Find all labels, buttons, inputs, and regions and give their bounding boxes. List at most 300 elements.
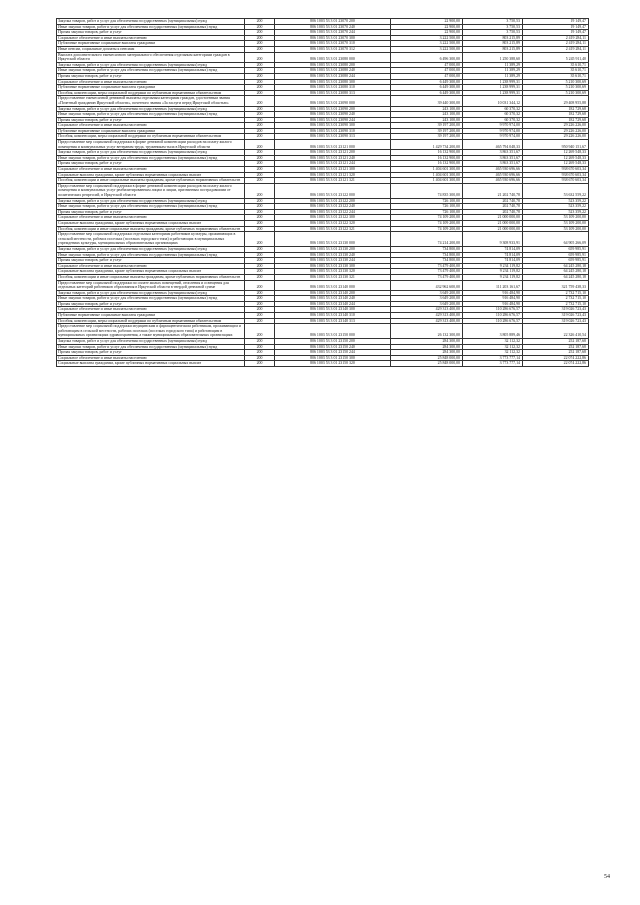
cell-executed-amount: 10 031 344,12	[463, 96, 523, 106]
table-row	[57, 361, 589, 367]
cell-line-code: 200	[245, 134, 275, 140]
cell-line-code: 200	[245, 106, 275, 112]
cell-approved-amount: 26 132 300,00	[391, 324, 463, 339]
cell-description: Социальное обеспечение и иные выплаты населению	[57, 79, 245, 85]
cell-remaining-amount: 53 632 559,22	[523, 183, 589, 198]
cell-description: Закупка товаров, работ и услуг для обеспечения государственных (муниципальных) нужд	[57, 19, 245, 25]
cell-executed-amount: 465 930 696,66	[463, 178, 523, 184]
cell-executed-amount: 32 112,32	[463, 350, 523, 356]
cell-remaining-amount: 252 187,68	[523, 339, 589, 345]
cell-description: Иные закупки товаров, работ и услуг для обеспечения государственных (муниципальных) нужд	[57, 155, 245, 161]
cell-classification-code: 806 1003 53 3 01 23121 300	[275, 167, 391, 173]
cell-executed-amount: 465 794 048,33	[463, 140, 523, 150]
cell-classification-code: 806 1003 53 3 01 23150 244	[275, 350, 391, 356]
cell-remaining-amount: 53 109 200,00	[523, 215, 589, 221]
cell-description: Социальное обеспечение и иные выплаты населению	[57, 167, 245, 173]
cell-remaining-amount: 321 759 438,33	[523, 280, 589, 290]
cell-remaining-amount: 35 610,71	[523, 62, 589, 68]
cell-line-code: 200	[245, 52, 275, 62]
cell-remaining-amount: 252 187,68	[523, 344, 589, 350]
cell-line-code: 200	[245, 172, 275, 178]
cell-line-code: 200	[245, 344, 275, 350]
cell-executed-amount: 9 970 974,00	[463, 134, 523, 140]
cell-executed-amount: 60 370,32	[463, 106, 523, 112]
table-row	[57, 252, 589, 258]
cell-approved-amount: 3 222 500,00	[391, 41, 463, 47]
cell-classification-code: 806 1003 53 3 01 23130 000	[275, 232, 391, 247]
cell-classification-code: 806 1003 53 3 01 23122 244	[275, 209, 391, 215]
cell-classification-code: 806 1003 53 3 01 23140 313	[275, 318, 391, 324]
cell-classification-code: 806 1003 53 3 01 23140 240	[275, 296, 391, 302]
cell-classification-code: 806 1003 53 3 01 23121 320	[275, 172, 391, 178]
cell-remaining-amount: 29 226 226,00	[523, 123, 589, 129]
cell-executed-amount: 3 805 889,46	[463, 324, 523, 339]
cell-line-code: 200	[245, 79, 275, 85]
table-row	[57, 90, 589, 96]
table-row	[57, 178, 589, 184]
cell-description: Социальное обеспечение и иные выплаты населению	[57, 263, 245, 269]
cell-remaining-amount: 12 269 548,33	[523, 155, 589, 161]
table-row	[57, 52, 589, 62]
cell-description: Иные закупки товаров, работ и услуг для обеспечения государственных (муниципальных) нужд	[57, 344, 245, 350]
cell-description: Иные закупки товаров, работ и услуг для обеспечения государственных (муниципальных) нужд	[57, 204, 245, 210]
cell-line-code: 200	[245, 30, 275, 36]
cell-remaining-amount: 5 210 300,69	[523, 90, 589, 96]
cell-description: Социальное обеспечение и иные выплаты населению	[57, 35, 245, 41]
cell-classification-code: 806 1003 53 3 01 23122 321	[275, 226, 391, 232]
cell-approved-amount: 74 109 200,00	[391, 215, 463, 221]
cell-remaining-amount: 319 026 723,43	[523, 313, 589, 319]
cell-remaining-amount: 950 940 151,67	[523, 140, 589, 150]
table-row	[57, 112, 589, 118]
cell-approved-amount: 22 900,00	[391, 30, 463, 36]
cell-description: Закупка товаров, работ и услуг для обеспечения государственных (муниципальных) нужд	[57, 290, 245, 296]
cell-remaining-amount: 523 359,22	[523, 204, 589, 210]
cell-executed-amount: 3 750,53	[463, 19, 523, 25]
cell-classification-code: 806 1003 53 3 01 23080 313	[275, 90, 391, 96]
cell-description: Социальное обеспечение и иные выплаты населению	[57, 307, 245, 313]
cell-approved-amount: 6 449 300,00	[391, 90, 463, 96]
cell-description: Прочая закупка товаров, работ и услуг	[57, 258, 245, 264]
cell-line-code: 200	[245, 96, 275, 106]
cell-approved-amount: 74 109 200,00	[391, 220, 463, 226]
cell-remaining-amount: 64 245 280,18	[523, 269, 589, 275]
cell-line-code: 200	[245, 24, 275, 30]
cell-classification-code: 806 1003 53 3 01 23130 244	[275, 258, 391, 264]
cell-approved-amount: 284 300,00	[391, 350, 463, 356]
cell-remaining-amount: 659 985,91	[523, 252, 589, 258]
table-row	[57, 150, 589, 156]
cell-description: Социальные выплаты гражданам, кроме публичных нормативных социальных выплат	[57, 172, 245, 178]
cell-approved-amount: 39 197 200,00	[391, 123, 463, 129]
cell-description: Социальное обеспечение и иные выплаты населению	[57, 215, 245, 221]
cell-approved-amount: 6 449 300,00	[391, 85, 463, 91]
cell-classification-code: 806 1003 53 3 01 23090 200	[275, 106, 391, 112]
cell-description: Предоставление мер социальной поддержки медицинским и фармацевтическим работникам, проживающим и работающим в сельской местности, рабочих поселках (поселках городского типа) и работающим в муниципальных организациях здравоохранения, а также муниципальных образовательных организациях	[57, 324, 245, 339]
cell-description: Пособия, компенсации, меры социальной поддержки по публичным нормативным обязательствам	[57, 134, 245, 140]
cell-line-code: 200	[245, 350, 275, 356]
cell-approved-amount: 243 100,00	[391, 112, 463, 118]
cell-classification-code: 806 1003 53 3 01 23150 240	[275, 344, 391, 350]
cell-line-code: 200	[245, 123, 275, 129]
table-row	[57, 339, 589, 345]
cell-line-code: 200	[245, 117, 275, 123]
cell-classification-code: 806 1003 53 3 01 23080 300	[275, 79, 391, 85]
cell-description: Иные закупки товаров, работ и услуг для обеспечения государственных (муниципальных) нужд	[57, 112, 245, 118]
cell-description: Предоставление мер социальной поддержки в форме денежной компенсации расходов на оплату жилого помещения и коммунальных услуг реабилитированным лицам и лицам, признанным пострадавшими от политических репрессий, в Иркутской области	[57, 183, 245, 198]
cell-description: Предоставление мер социальной поддержки в форме денежной компенсации расходов на оплату жилого помещения и коммунальных услуг ветеранам труда, труженикам тыла в Иркутской области	[57, 140, 245, 150]
cell-classification-code: 806 1003 53 3 01 23140 300	[275, 307, 391, 313]
cell-description: Прочая закупка товаров, работ и услуг	[57, 30, 245, 36]
cell-executed-amount: 11 389,29	[463, 73, 523, 79]
cell-remaining-amount: 19 149,47	[523, 24, 589, 30]
cell-remaining-amount: 523 359,22	[523, 209, 589, 215]
cell-line-code: 200	[245, 140, 275, 150]
cell-remaining-amount: 12 269 548,33	[523, 150, 589, 156]
budget-execution-table-container	[56, 18, 588, 367]
cell-approved-amount: 429 313 400,00	[391, 307, 463, 313]
cell-classification-code: 806 1003 53 3 01 23070 240	[275, 24, 391, 30]
cell-classification-code: 806 1003 53 3 01 23150 000	[275, 324, 391, 339]
cell-remaining-amount: 2 419 284,11	[523, 46, 589, 52]
cell-description: Пособия, компенсации, меры социальной поддержки по публичным нормативным обязательствам	[57, 90, 245, 96]
cell-description: Иные закупки товаров, работ и услуг для обеспечения государственных (муниципальных) нужд	[57, 252, 245, 258]
cell-description: Социальное обеспечение и иные выплаты населению	[57, 355, 245, 361]
cell-line-code: 200	[245, 46, 275, 52]
cell-classification-code: 806 1003 53 3 01 23130 240	[275, 252, 391, 258]
table-row	[57, 24, 589, 30]
table-row	[57, 35, 589, 41]
cell-line-code: 200	[245, 35, 275, 41]
cell-classification-code: 806 1003 53 3 01 23090 244	[275, 117, 391, 123]
cell-executed-amount: 9 308 933,91	[463, 232, 523, 247]
table-row	[57, 41, 589, 47]
cell-executed-amount: 916 484,90	[463, 290, 523, 296]
table-row	[57, 128, 589, 134]
table-row	[57, 123, 589, 129]
cell-line-code: 200	[245, 209, 275, 215]
cell-executed-amount: 1 238 999,31	[463, 90, 523, 96]
cell-description: Закупка товаров, работ и услуг для обеспечения государственных (муниципальных) нужд	[57, 198, 245, 204]
cell-classification-code: 806 1003 53 3 01 23140 200	[275, 290, 391, 296]
cell-line-code: 200	[245, 90, 275, 96]
cell-line-code: 200	[245, 339, 275, 345]
cell-remaining-amount: 938 670 603,34	[523, 167, 589, 173]
cell-remaining-amount: 29 226 226,00	[523, 134, 589, 140]
cell-description: Закупка товаров, работ и услуг для обеспечения государственных (муниципальных) нужд	[57, 106, 245, 112]
cell-line-code: 200	[245, 161, 275, 167]
cell-executed-amount: 803 215,89	[463, 41, 523, 47]
table-row	[57, 198, 589, 204]
cell-approved-amount: 74 835 300,00	[391, 183, 463, 198]
cell-approved-amount: 734 800,00	[391, 252, 463, 258]
cell-line-code: 200	[245, 355, 275, 361]
cell-line-code: 200	[245, 198, 275, 204]
cell-remaining-amount: 182 729,68	[523, 106, 589, 112]
table-row	[57, 246, 589, 252]
table-row	[57, 274, 589, 280]
cell-description: Иные закупки товаров, работ и услуг для обеспечения государственных (муниципальных) нужд	[57, 24, 245, 30]
cell-approved-amount: 3 649 200,00	[391, 296, 463, 302]
cell-executed-amount: 32 112,32	[463, 339, 523, 345]
cell-classification-code: 806 1003 53 3 01 23090 240	[275, 112, 391, 118]
cell-remaining-amount: 252 187,68	[523, 350, 589, 356]
cell-description: Прочая закупка товаров, работ и услуг	[57, 117, 245, 123]
cell-remaining-amount: 64 245 280,18	[523, 274, 589, 280]
cell-classification-code: 806 1003 53 3 01 23140 244	[275, 301, 391, 307]
cell-line-code: 200	[245, 178, 275, 184]
cell-approved-amount: 726 100,00	[391, 198, 463, 204]
cell-approved-amount: 73 479 400,00	[391, 263, 463, 269]
table-body	[57, 19, 589, 367]
cell-line-code: 200	[245, 318, 275, 324]
cell-line-code: 200	[245, 232, 275, 247]
cell-classification-code: 806 1003 53 3 01 23122 200	[275, 198, 391, 204]
cell-classification-code: 806 1003 53 3 01 23070 244	[275, 30, 391, 36]
cell-executed-amount: 3 863 351,67	[463, 150, 523, 156]
cell-approved-amount: 734 800,00	[391, 258, 463, 264]
table-row	[57, 263, 589, 269]
cell-approved-amount: 1 429 734 200,00	[391, 140, 463, 150]
cell-remaining-amount: 2 732 715,10	[523, 301, 589, 307]
cell-line-code: 200	[245, 155, 275, 161]
cell-description: Прочая закупка товаров, работ и услуг	[57, 350, 245, 356]
cell-remaining-amount: 64 245 280,18	[523, 263, 589, 269]
cell-remaining-amount: 182 729,68	[523, 112, 589, 118]
table-row	[57, 344, 589, 350]
cell-executed-amount: 21 000 000,00	[463, 220, 523, 226]
cell-executed-amount: 916 484,90	[463, 296, 523, 302]
cell-description: Предоставление ежемесячной денежной выплаты отдельным категориям граждан, удостоенным звания «Почетный гражданин Иркутской области», почетного звания «За заслуги перед Иркутской областью»	[57, 96, 245, 106]
cell-executed-amount: 3 773 777,14	[463, 355, 523, 361]
cell-description: Закупка товаров, работ и услуг для обеспечения государственных (муниципальных) нужд	[57, 339, 245, 345]
cell-line-code: 200	[245, 183, 275, 198]
cell-approved-amount: 74 214 200,00	[391, 232, 463, 247]
cell-remaining-amount: 12 269 548,33	[523, 161, 589, 167]
cell-description: Публичные нормативные социальные выплаты гражданам	[57, 313, 245, 319]
cell-classification-code: 806 1003 53 3 01 23080 200	[275, 62, 391, 68]
table-row	[57, 167, 589, 173]
table-row	[57, 220, 589, 226]
cell-remaining-amount: 22 074 222,86	[523, 361, 589, 367]
cell-classification-code: 806 1003 53 3 01 23140 310	[275, 313, 391, 319]
cell-classification-code: 806 1003 53 3 01 23130 320	[275, 269, 391, 275]
cell-classification-code: 806 1003 53 3 01 23121 200	[275, 150, 391, 156]
cell-executed-amount: 202 740,78	[463, 209, 523, 215]
cell-executed-amount: 60 370,32	[463, 112, 523, 118]
table-row	[57, 324, 589, 339]
cell-line-code: 200	[245, 269, 275, 275]
cell-line-code: 200	[245, 226, 275, 232]
cell-approved-amount: 3 649 200,00	[391, 290, 463, 296]
cell-executed-amount: 11 389,29	[463, 68, 523, 74]
cell-line-code: 200	[245, 73, 275, 79]
cell-approved-amount: 726 100,00	[391, 209, 463, 215]
cell-executed-amount: 110 286 676,57	[463, 313, 523, 319]
cell-approved-amount: 74 109 200,00	[391, 226, 463, 232]
cell-approved-amount: 243 100,00	[391, 106, 463, 112]
table-row	[57, 296, 589, 302]
table-row	[57, 232, 589, 247]
cell-approved-amount: 25 848 000,00	[391, 361, 463, 367]
cell-approved-amount: 6 449 300,00	[391, 79, 463, 85]
cell-description: Закупка товаров, работ и услуг для обеспечения государственных (муниципальных) нужд	[57, 246, 245, 252]
cell-remaining-amount: 35 610,71	[523, 68, 589, 74]
cell-approved-amount: 73 479 400,00	[391, 274, 463, 280]
cell-remaining-amount: 938 670 603,34	[523, 172, 589, 178]
cell-classification-code: 806 1003 53 3 01 23070 200	[275, 19, 391, 25]
cell-description: Публичные нормативные социальные выплаты гражданам	[57, 85, 245, 91]
cell-executed-amount: 74 814,09	[463, 258, 523, 264]
cell-executed-amount: 1 238 999,31	[463, 79, 523, 85]
cell-classification-code: 806 1003 53 3 01 23090 000	[275, 96, 391, 106]
cell-approved-amount: 16 132 900,00	[391, 161, 463, 167]
cell-line-code: 200	[245, 313, 275, 319]
cell-executed-amount: 110 286 676,57	[463, 307, 523, 313]
cell-line-code: 200	[245, 290, 275, 296]
cell-remaining-amount: 29 226 226,00	[523, 128, 589, 134]
cell-classification-code: 806 1003 53 3 01 23080 244	[275, 73, 391, 79]
cell-line-code: 200	[245, 68, 275, 74]
cell-remaining-amount: 659 985,91	[523, 258, 589, 264]
cell-classification-code: 806 1003 53 3 01 23150 320	[275, 361, 391, 367]
cell-approved-amount: 16 132 900,00	[391, 155, 463, 161]
cell-executed-amount: 1 250 388,60	[463, 52, 523, 62]
cell-executed-amount: 21 202 740,78	[463, 183, 523, 198]
cell-classification-code: 806 1003 53 3 01 23070 310	[275, 41, 391, 47]
cell-approved-amount: 73 479 400,00	[391, 269, 463, 275]
cell-remaining-amount: 19 149,47	[523, 30, 589, 36]
cell-description: Предоставление мер социальной поддержки по оплате жилых помещений, отопления и освещения для отдельных категорий работников образования в Иркутской области в твердой денежной сумме	[57, 280, 245, 290]
cell-line-code: 200	[245, 246, 275, 252]
cell-classification-code: 806 1003 53 3 01 23080 000	[275, 52, 391, 62]
cell-classification-code: 806 1003 53 3 01 23130 321	[275, 274, 391, 280]
cell-executed-amount: 110 286 676,57	[463, 318, 523, 324]
cell-executed-amount: 465 930 696,66	[463, 167, 523, 173]
cell-classification-code: 806 1003 53 3 01 23140 000	[275, 280, 391, 290]
table-row	[57, 280, 589, 290]
cell-approved-amount: 1 404 601 300,00	[391, 178, 463, 184]
cell-classification-code: 806 1003 53 3 01 23070 300	[275, 35, 391, 41]
table-row	[57, 183, 589, 198]
cell-remaining-amount: 2 419 284,11	[523, 35, 589, 41]
table-row	[57, 313, 589, 319]
cell-executed-amount: 916 484,90	[463, 301, 523, 307]
cell-executed-amount: 60 370,32	[463, 117, 523, 123]
cell-classification-code: 806 1003 53 3 01 23122 300	[275, 215, 391, 221]
cell-remaining-amount: 22 074 222,86	[523, 355, 589, 361]
cell-description: Иные закупки товаров, работ и услуг для обеспечения государственных (муниципальных) нужд	[57, 68, 245, 74]
cell-executed-amount: 3 750,53	[463, 24, 523, 30]
cell-approved-amount: 39 197 200,00	[391, 128, 463, 134]
cell-line-code: 200	[245, 274, 275, 280]
cell-line-code: 200	[245, 252, 275, 258]
cell-executed-amount: 9 970 974,00	[463, 128, 523, 134]
cell-description: Социальные выплаты гражданам, кроме публичных нормативных социальных выплат	[57, 220, 245, 226]
cell-description: Выплата дополнительного ежемесячного материального обеспечения отдельным категориям граждан в Иркутской области	[57, 52, 245, 62]
table-row	[57, 318, 589, 324]
cell-approved-amount: 47 000,00	[391, 62, 463, 68]
cell-line-code: 200	[245, 112, 275, 118]
cell-approved-amount: 25 848 000,00	[391, 355, 463, 361]
cell-remaining-amount: 5 210 300,69	[523, 85, 589, 91]
cell-executed-amount: 9 970 974,00	[463, 123, 523, 129]
cell-description: Прочая закупка товаров, работ и услуг	[57, 301, 245, 307]
cell-description: Пособия, компенсации и иные социальные выплаты гражданам, кроме публичных нормативных обязательств	[57, 226, 245, 232]
table-row	[57, 134, 589, 140]
cell-remaining-amount: 19 149,47	[523, 19, 589, 25]
cell-line-code: 200	[245, 150, 275, 156]
cell-remaining-amount: 319 026 723,43	[523, 307, 589, 313]
cell-remaining-amount: 523 359,22	[523, 198, 589, 204]
table-row	[57, 85, 589, 91]
cell-classification-code: 806 1003 53 3 01 23122 240	[275, 204, 391, 210]
table-row	[57, 68, 589, 74]
cell-approved-amount: 284 300,00	[391, 339, 463, 345]
cell-executed-amount: 9 234 119,82	[463, 269, 523, 275]
cell-remaining-amount: 22 326 410,54	[523, 324, 589, 339]
cell-approved-amount: 47 000,00	[391, 68, 463, 74]
cell-approved-amount: 39 197 200,00	[391, 134, 463, 140]
cell-remaining-amount: 659 985,91	[523, 246, 589, 252]
cell-classification-code: 806 1003 53 3 01 23130 300	[275, 263, 391, 269]
cell-description: Иные пенсии, социальные доплаты к пенсиям	[57, 46, 245, 52]
cell-classification-code: 806 1003 53 3 01 23121 240	[275, 155, 391, 161]
cell-line-code: 200	[245, 19, 275, 25]
cell-approved-amount: 22 900,00	[391, 24, 463, 30]
table-row	[57, 62, 589, 68]
cell-approved-amount: 3 222 500,00	[391, 35, 463, 41]
cell-description: Прочая закупка товаров, работ и услуг	[57, 161, 245, 167]
cell-remaining-amount: 64 905 266,09	[523, 232, 589, 247]
cell-remaining-amount: 35 610,71	[523, 73, 589, 79]
cell-executed-amount: 803 215,89	[463, 35, 523, 41]
cell-remaining-amount: 5 210 300,69	[523, 79, 589, 85]
cell-line-code: 200	[245, 167, 275, 173]
cell-executed-amount: 3 773 777,14	[463, 361, 523, 367]
cell-description: Пособия, компенсации, меры социальной поддержки по публичным нормативным обязательствам	[57, 318, 245, 324]
cell-classification-code: 806 1003 53 3 01 23080 310	[275, 85, 391, 91]
cell-executed-amount: 74 814,09	[463, 252, 523, 258]
table-row	[57, 106, 589, 112]
page-number: 54	[604, 874, 610, 880]
cell-approved-amount: 3 222 500,00	[391, 46, 463, 52]
cell-line-code: 200	[245, 258, 275, 264]
cell-approved-amount: 16 132 900,00	[391, 150, 463, 156]
cell-classification-code: 806 1003 53 3 01 23121 244	[275, 161, 391, 167]
cell-description: Иные закупки товаров, работ и услуг для обеспечения государственных (муниципальных) нужд	[57, 296, 245, 302]
cell-classification-code: 806 1003 53 3 01 23150 200	[275, 339, 391, 345]
cell-executed-amount: 111 203 161,67	[463, 280, 523, 290]
cell-classification-code: 806 1003 53 3 01 23090 300	[275, 123, 391, 129]
cell-classification-code: 806 1003 53 3 01 23070 312	[275, 46, 391, 52]
cell-classification-code: 806 1003 53 3 01 23122 320	[275, 220, 391, 226]
cell-description: Публичные нормативные социальные выплаты гражданам	[57, 41, 245, 47]
cell-remaining-amount: 29 408 955,88	[523, 96, 589, 106]
cell-executed-amount: 465 930 696,66	[463, 172, 523, 178]
cell-executed-amount: 3 863 351,67	[463, 155, 523, 161]
cell-remaining-amount: 5 245 911,40	[523, 52, 589, 62]
table-row	[57, 79, 589, 85]
cell-classification-code: 806 1003 53 3 01 23090 313	[275, 134, 391, 140]
cell-description: Социальные выплаты гражданам, кроме публичных нормативных социальных выплат	[57, 269, 245, 275]
table-row	[57, 215, 589, 221]
cell-approved-amount: 39 440 300,00	[391, 96, 463, 106]
cell-remaining-amount: 2 732 715,10	[523, 296, 589, 302]
cell-executed-amount: 803 215,89	[463, 46, 523, 52]
cell-remaining-amount: 938 670 603,34	[523, 178, 589, 184]
cell-line-code: 200	[245, 307, 275, 313]
